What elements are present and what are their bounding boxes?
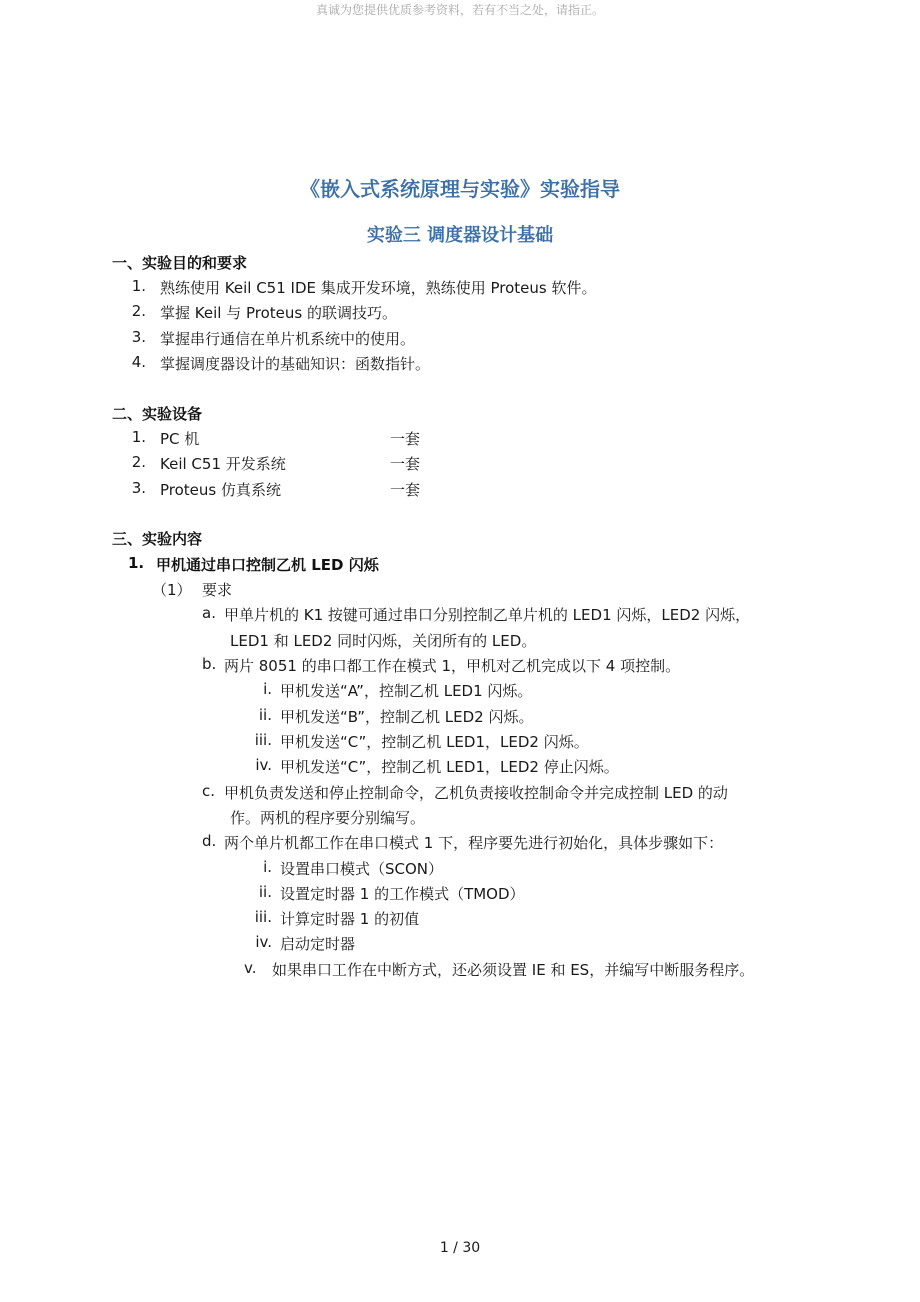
requirement-number: （1） [152, 581, 192, 599]
list-item: 掌握调度器设计的基础知识：函数指针。 [160, 355, 431, 373]
item-d-text: 两个单片机都工作在串口模式 1 下，程序要先进行初始化，具体步骤如下： [224, 834, 724, 852]
list-item: 掌握串行通信在单片机系统中的使用。 [160, 330, 416, 348]
item-c-line2: 作。两机的程序要分别编写。 [230, 809, 426, 827]
equipment-number: 1. [131, 428, 146, 446]
document-subtitle: 实验三 调度器设计基础 [366, 225, 554, 246]
init-step: 启动定时器 [280, 935, 356, 953]
init-step: 设置定时器 1 的工作模式（TMOD） [280, 885, 525, 903]
item-a-letter: a. [202, 604, 216, 622]
roman-number: i. [263, 858, 272, 876]
init-step: 设置串口模式（SCON） [280, 860, 444, 878]
roman-number: iii. [254, 731, 272, 749]
control-item: 甲机发送“C”，控制乙机 LED1，LED2 停止闪烁。 [280, 758, 619, 776]
watermark: 真诚为您提供优质参考资料，若有不当之处，请指正。 [315, 3, 604, 17]
roman-number: i. [263, 680, 272, 698]
section3-heading: 三、实验内容 [112, 530, 203, 548]
init-step: 计算定时器 1 的初值 [280, 910, 420, 928]
roman-number: ii. [258, 883, 272, 901]
subsection-number: 1. [128, 554, 145, 572]
list-item-number: 3. [131, 328, 146, 346]
item-c-letter: c. [202, 782, 216, 800]
equipment-name: Keil C51 开发系统 [160, 455, 286, 473]
roman-number: iv. [255, 756, 272, 774]
list-item: 熟练使用 Keil C51 IDE 集成开发环境，熟练使用 Proteus 软件。 [160, 279, 597, 297]
control-item: 甲机发送“B”，控制乙机 LED2 闪烁。 [280, 708, 534, 726]
equipment-name: Proteus 仿真系统 [160, 481, 281, 499]
roman-number: ii. [258, 706, 272, 724]
init-step: 如果串口工作在中断方式，还必须设置 IE 和 ES，并编写中断服务程序。 [272, 961, 755, 979]
control-item: 甲机发送“A”，控制乙机 LED1 闪烁。 [280, 682, 533, 700]
list-item-number: 1. [131, 277, 146, 295]
equipment-qty: 一套 [390, 430, 421, 448]
section1-heading: 一、实验目的和要求 [112, 254, 248, 272]
equipment-number: 2. [131, 453, 146, 471]
item-b-text: 两片 8051 的串口都工作在模式 1，甲机对乙机完成以下 4 项控制。 [224, 657, 681, 675]
equipment-number: 3. [131, 479, 146, 497]
equipment-qty: 一套 [390, 455, 421, 473]
item-d-letter: d. [202, 832, 217, 850]
roman-number: iii. [254, 908, 272, 926]
requirement-label: 要求 [202, 581, 233, 599]
list-item-number: 2. [131, 302, 146, 320]
item-b-letter: b. [202, 655, 217, 673]
roman-number: v. [244, 959, 257, 977]
subsection-title: 甲机通过串口控制乙机 LED 闪烁 [156, 556, 379, 574]
control-item: 甲机发送“C”，控制乙机 LED1，LED2 闪烁。 [280, 733, 589, 751]
item-c-line1: 甲机负责发送和停止控制命令，乙机负责接收控制命令并完成控制 LED 的动 [224, 784, 728, 802]
equipment-qty: 一套 [390, 481, 421, 499]
equipment-name: PC 机 [160, 430, 200, 448]
list-item-number: 4. [131, 353, 146, 371]
item-a-line1: 甲单片机的 K1 按键可通过串口分别控制乙单片机的 LED1 闪烁，LED2 闪烁， [224, 606, 751, 624]
document-title: 《嵌入式系统原理与实验》实验指导 [300, 177, 620, 201]
roman-number: iv. [255, 933, 272, 951]
item-a-line2: LED1 和 LED2 同时闪烁，关闭所有的 LED。 [230, 632, 537, 650]
section2-heading: 二、实验设备 [112, 405, 203, 423]
page-number: 1 / 30 [439, 1240, 481, 1256]
list-item: 掌握 Keil 与 Proteus 的联调技巧。 [160, 304, 397, 322]
